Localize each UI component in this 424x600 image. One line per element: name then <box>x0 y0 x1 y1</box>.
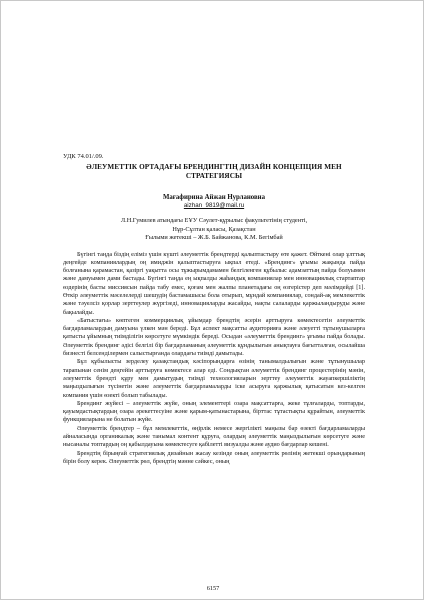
article-content <box>63 153 365 466</box>
body-paragraph: Брендтің бірыңғай стратегиялық дизайнын жасау кезінде оның әлеуметтік рөлінің жетекші орындарының бірін болу керек. Әлеуметтік рөл, брендтің мәнне сәйкес, оның <box>63 449 365 465</box>
body-paragraph: Брендинг жүйесі – әлеуметтік жүйе, оның элементтері озара мақсаттарға, жеке тұлғаларды, топтарды, қауымдастықтардың озара әрекеттесуіне және қарым-қатынастарына, бірттас тұтастықты құрайтын, әлеуметтік функцияларына не болатын жүйе. <box>63 399 365 424</box>
affiliation-line: Л.Н.Гумилев атындағы ЕҰУ Сәулет-құрылыс факультетінің студенті, <box>120 217 308 224</box>
author-email: aizhan_9819@mail.ru <box>183 202 245 209</box>
article-body <box>63 251 365 467</box>
body-paragraph: Бүгінгі таңда біздің еліміз үшін күшті әлеуметтік брендтерді қалыптастыру өте қажет. Өйткені олар ұлттық деңгейде компаниялардың оң имиджін қалыптастыруға ықпал етеді. «Брендинг» ұғымы жақында пайда болғанына қарамастан, қазіргі уақытта осы тұжырымдамамен белгіленген құбылыс адамзаттың пайда болуымен және дамуымен дами бастады. Бүгінгі таңда ең ықпалды жаһандық компаниялар мен инновациялық стартаптар өздерінің басты миссиясын пайда табу емес, қоғам мен жалпы планетадағы оң өзгерістер деп мәлімдейді [1]. Өткір әлеуметтік мәселелерді шешудің бастамашысы бола отырып, мұндай компаниялар, сондай-ақ мемлекеттік және тәуелсіз қорлар зерттеулер жүргізеді, инновацияларды жасайды, нақты салаларды қаржыландыруды және бақылайды. <box>63 250 365 316</box>
author-name: Мағафирина Айжан Нурлановна <box>162 194 266 201</box>
affiliation-line: Ғылыми жетекші – Ж.Б. Байжанова, К.М. Бегімбай <box>145 234 283 241</box>
udk-code: УДК 74.01/.09. <box>63 153 104 160</box>
affiliation-block <box>63 217 365 243</box>
article-title-line-1: ӘЛЕУМЕТТІК ОРТАДАҒЫ БРЕНДИНГТІҢ ДИЗАЙН КОНЦЕПЦИЯ МЕН <box>86 163 342 171</box>
article-title-line-2: СТРАТЕГИЯСЫ <box>185 172 243 180</box>
affiliation-line: Нұр-Сұлтан қаласы, Қазақстан <box>172 225 256 233</box>
body-paragraph: Бұл құбылысты зерделеу қазақстандық кәсіпорындарға өзінің танымалдылығын және тұтынушылар тарапынан сенім деңгейін арттыруға көмектесе алар еді. Сондықтан әлеуметтік брендинг процестерінің мәнін, әлеуметтік брендті құру мен дамытудың тиімді технологияларын зерттеу әлеуметтік жауапкершіліктің маңыздылығын түсінетін және әлеуметтік бағдарламаларды іске асыруға қаржылық қатысатын кез-келген компания үшін өзекті болып табылады. <box>63 358 365 399</box>
page-number: 6157 <box>206 585 220 592</box>
body-paragraph: «Батыстағы» көптеген коммерциялық ұйымдар брендтің әсерін арттыруға көмектесетін әлеуметтік бағдарламалардың дамуына үлкен мән береді. Бұл аспект мақсатты аудиторияға және әлеуетті тұтынушыларға қатысты ұйымның тиімділігін көрсетуге мүмкіндік береді. Осыдан «әлеуметтік брендинг» ұғымы пайда болады. Әлеуметтік брендинг әдісі белгілі бір бағдарламаның әлеуметтік құндылығын анықтауға бағытталған, осылайша бизнесті белсенділермен салыстырғанда олардағы тиімді дамытады. <box>63 316 365 358</box>
body-paragraph: Әлеуметтік брендтер – бұл мемлекеттік, өңірлік немесе жергілікті маңызы бар өзекті бағдарламаларды айналасында органикалық және танымал контент құруға, олардың әлеуметтік маңыздылығын көрсетуге және нысаналы топтардың оң қабылдауына көмектесуге қабілетті визуалды және аудио бағдарлар кешені. <box>63 424 365 449</box>
